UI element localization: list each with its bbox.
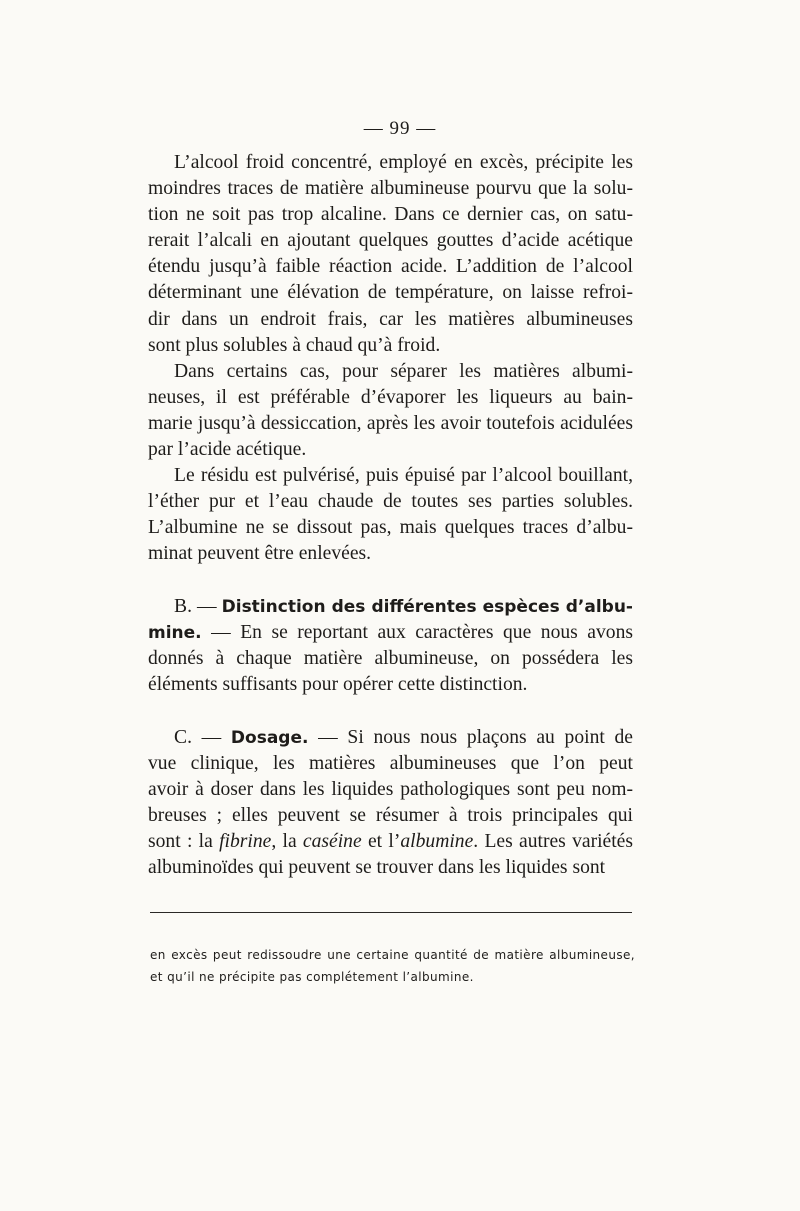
text-line: Dans certains cas, pour séparer les matières albumi- bbox=[174, 360, 633, 382]
text-line: déterminant une élévation de température, on laisse refroi- bbox=[148, 282, 633, 304]
body-paragraphs bbox=[148, 150, 633, 568]
section-c-text: — Si nous nous plaçons au point de bbox=[308, 727, 633, 748]
text-line: L’alcool froid concentré, employé en excès, précipite les bbox=[174, 152, 633, 173]
text-line bbox=[148, 620, 633, 646]
text-line bbox=[148, 594, 633, 620]
text-line: minat peuvent être enlevées. bbox=[148, 543, 372, 565]
term-fibrine: fibrine bbox=[219, 831, 272, 853]
text-line: vue clinique, les matières albumineuses que l’on peut bbox=[148, 753, 633, 775]
footnote bbox=[150, 944, 635, 988]
section-b-prefix: B. — bbox=[174, 596, 222, 617]
text-line: L’albumine ne se dissout pas, mais quelques traces d’albu- bbox=[148, 517, 633, 539]
section-b bbox=[148, 594, 633, 698]
text-line bbox=[148, 829, 633, 855]
text-line: donnés à chaque matière albumineuse, on possédera les bbox=[148, 648, 633, 670]
text-line: moindres traces de matière albumineuse pourvu que la solu- bbox=[148, 178, 633, 200]
text-line: Le résidu est pulvérisé, puis épuisé par l’alcool bouillant, bbox=[174, 465, 633, 487]
section-b-text: — En se reportant aux caractères que nous avons bbox=[201, 622, 633, 644]
text-run: sont : la bbox=[148, 831, 220, 853]
text-run: et l’ bbox=[361, 831, 401, 853]
section-c-prefix: C. — bbox=[174, 727, 231, 748]
text-line: l’éther pur et l’eau chaude de toutes ses parties solubles. bbox=[148, 491, 633, 513]
text-line: rerait l’alcali en ajoutant quelques gouttes d’acide acétique bbox=[148, 230, 633, 252]
footnote-line: en excès peut redissoudre une certaine quantité de matière albumineuse, bbox=[150, 948, 635, 962]
text-line: sont plus solubles à chaud qu’à froid. bbox=[148, 334, 441, 356]
text-line: avoir à doser dans les liquides pathologiques sont peu nom- bbox=[148, 779, 633, 801]
text-line: marie jusqu’à dessiccation, après les avoir toutefois acidulées bbox=[148, 412, 633, 434]
text-line: breuses ; elles peuvent se résumer à trois principales qui bbox=[148, 805, 633, 827]
text-line: par l’acide acétique. bbox=[148, 439, 307, 461]
section-c-heading: Dosage. bbox=[230, 728, 309, 748]
section-b-heading-end: mine. bbox=[148, 623, 202, 644]
text-line: éléments suffisants pour opérer cette distinction. bbox=[148, 674, 528, 696]
footnote-line: et qu’il ne précipite pas complétement l’albumine. bbox=[150, 970, 474, 984]
footnote-divider bbox=[150, 912, 632, 913]
text-line: tion ne soit pas trop alcaline. Dans ce dernier cas, on satu- bbox=[148, 204, 633, 226]
term-albumine: albumine bbox=[400, 831, 474, 853]
text-line bbox=[148, 725, 633, 751]
text-run: . Les autres variétés bbox=[473, 831, 634, 853]
page-number: — 99 — bbox=[363, 118, 437, 139]
text-line: dir dans un endroit frais, car les matières albumineuses bbox=[148, 308, 633, 330]
text-line: albuminoïdes qui peuvent se trouver dans les liquides sont bbox=[148, 857, 606, 879]
text-run: , la bbox=[271, 831, 303, 853]
section-c bbox=[148, 725, 633, 882]
section-b-heading: Distinction des différentes espèces d’albu- bbox=[221, 597, 633, 617]
text-line: neuses, il est préférable d’évaporer les liqueurs au bain- bbox=[148, 386, 633, 408]
text-line: étendu jusqu’à faible réaction acide. L’addition de l’alcool bbox=[148, 256, 633, 278]
term-caseine: caséine bbox=[302, 831, 362, 853]
